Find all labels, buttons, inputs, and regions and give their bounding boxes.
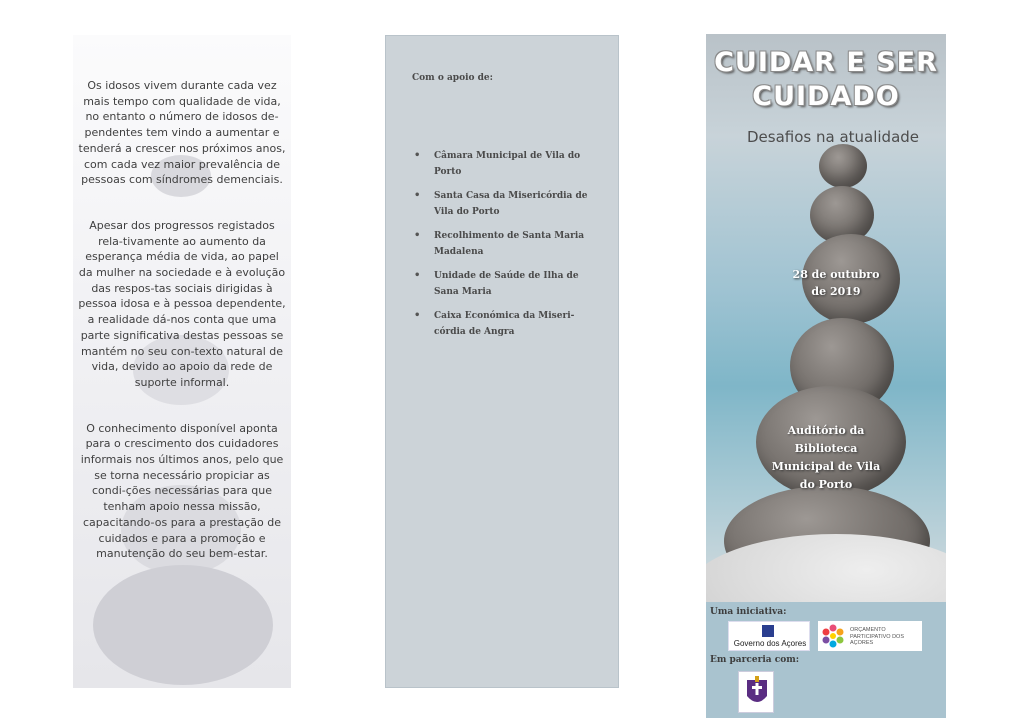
orcamento-participativo-logo: ORÇAMENTO PARTICIPATIVO DOS AÇORES bbox=[818, 621, 922, 651]
partner-label: Em parceria com: bbox=[710, 655, 800, 665]
brochure-subtitle: Desafios na atualidade bbox=[746, 128, 920, 146]
bullet-icon: • bbox=[414, 270, 421, 281]
left-panel bbox=[73, 35, 291, 688]
list-item: • Recolhimento de Santa Maria Madalena bbox=[414, 230, 585, 257]
bullet-icon: • bbox=[414, 230, 421, 241]
event-date: 28 de outubro de 2019 bbox=[792, 268, 880, 298]
list-item: • Caixa Económica da Miseri-córdia de Angra bbox=[414, 310, 575, 337]
support-title: Com o apoio de: bbox=[412, 73, 493, 83]
intro-paragraph: Os idosos vivem durante cada vez mais tempo com qualidade de vida, no entanto o número de idosos de-pendentes tem vindo a aumentar e tenderá a crescer nos próximos anos, com cada vez maior prevalência de pessoas com síndromes demenciais. bbox=[78, 79, 286, 187]
left-text-block bbox=[77, 78, 287, 592]
list-item: • Unidade de Saúde de Ilha de Sana Maria bbox=[414, 270, 579, 297]
flower-icon bbox=[820, 623, 846, 649]
stone-stack-image bbox=[706, 34, 946, 602]
bullet-icon: • bbox=[414, 150, 421, 161]
middle-panel bbox=[385, 35, 619, 688]
supporters-list bbox=[414, 148, 598, 348]
bullet-icon: • bbox=[414, 310, 421, 321]
misericordia-crest-logo bbox=[738, 671, 774, 713]
cover-panel bbox=[706, 34, 946, 718]
crest-icon bbox=[739, 672, 775, 714]
initiative-label: Uma iniciativa: bbox=[710, 607, 787, 617]
list-item: • Câmara Municipal de Vila do Porto bbox=[414, 150, 581, 177]
knowledge-paragraph: O conhecimento disponível aponta para o crescimento dos cuidadores informais nos últimos anos, pelo que se torna necessário propiciar as condi-ções necessárias para que tenham apoio nessa missão, capacitando-os para a prestação de cuidados e para a promoção e manutenção do seu bem-estar. bbox=[80, 421, 284, 561]
event-venue: Auditório da Biblioteca Municipal de Vila do Porto bbox=[771, 424, 881, 491]
bullet-icon: • bbox=[414, 190, 421, 201]
stone bbox=[819, 144, 867, 188]
progress-paragraph: Apesar dos progressos registados rela-tivamente ao aumento da esperança média de vida, ao papel da mulher na sociedade e à evolução das respos-tas sociais dirigidas à pessoa idosa e à pessoa dependente, a realidade dá-nos conta que uma parte significativa destas pessoas se mantém no seu con-texto natural de vida, devido ao apoio da rede de suporte informal. bbox=[78, 218, 286, 389]
list-item: • Santa Casa da Misericórdia de Vila do Porto bbox=[414, 190, 588, 217]
governo-acores-logo: Governo dos Açores bbox=[728, 621, 810, 651]
flag-icon bbox=[762, 625, 774, 637]
brochure-title: CUIDAR E SER CUIDADO bbox=[714, 47, 938, 112]
